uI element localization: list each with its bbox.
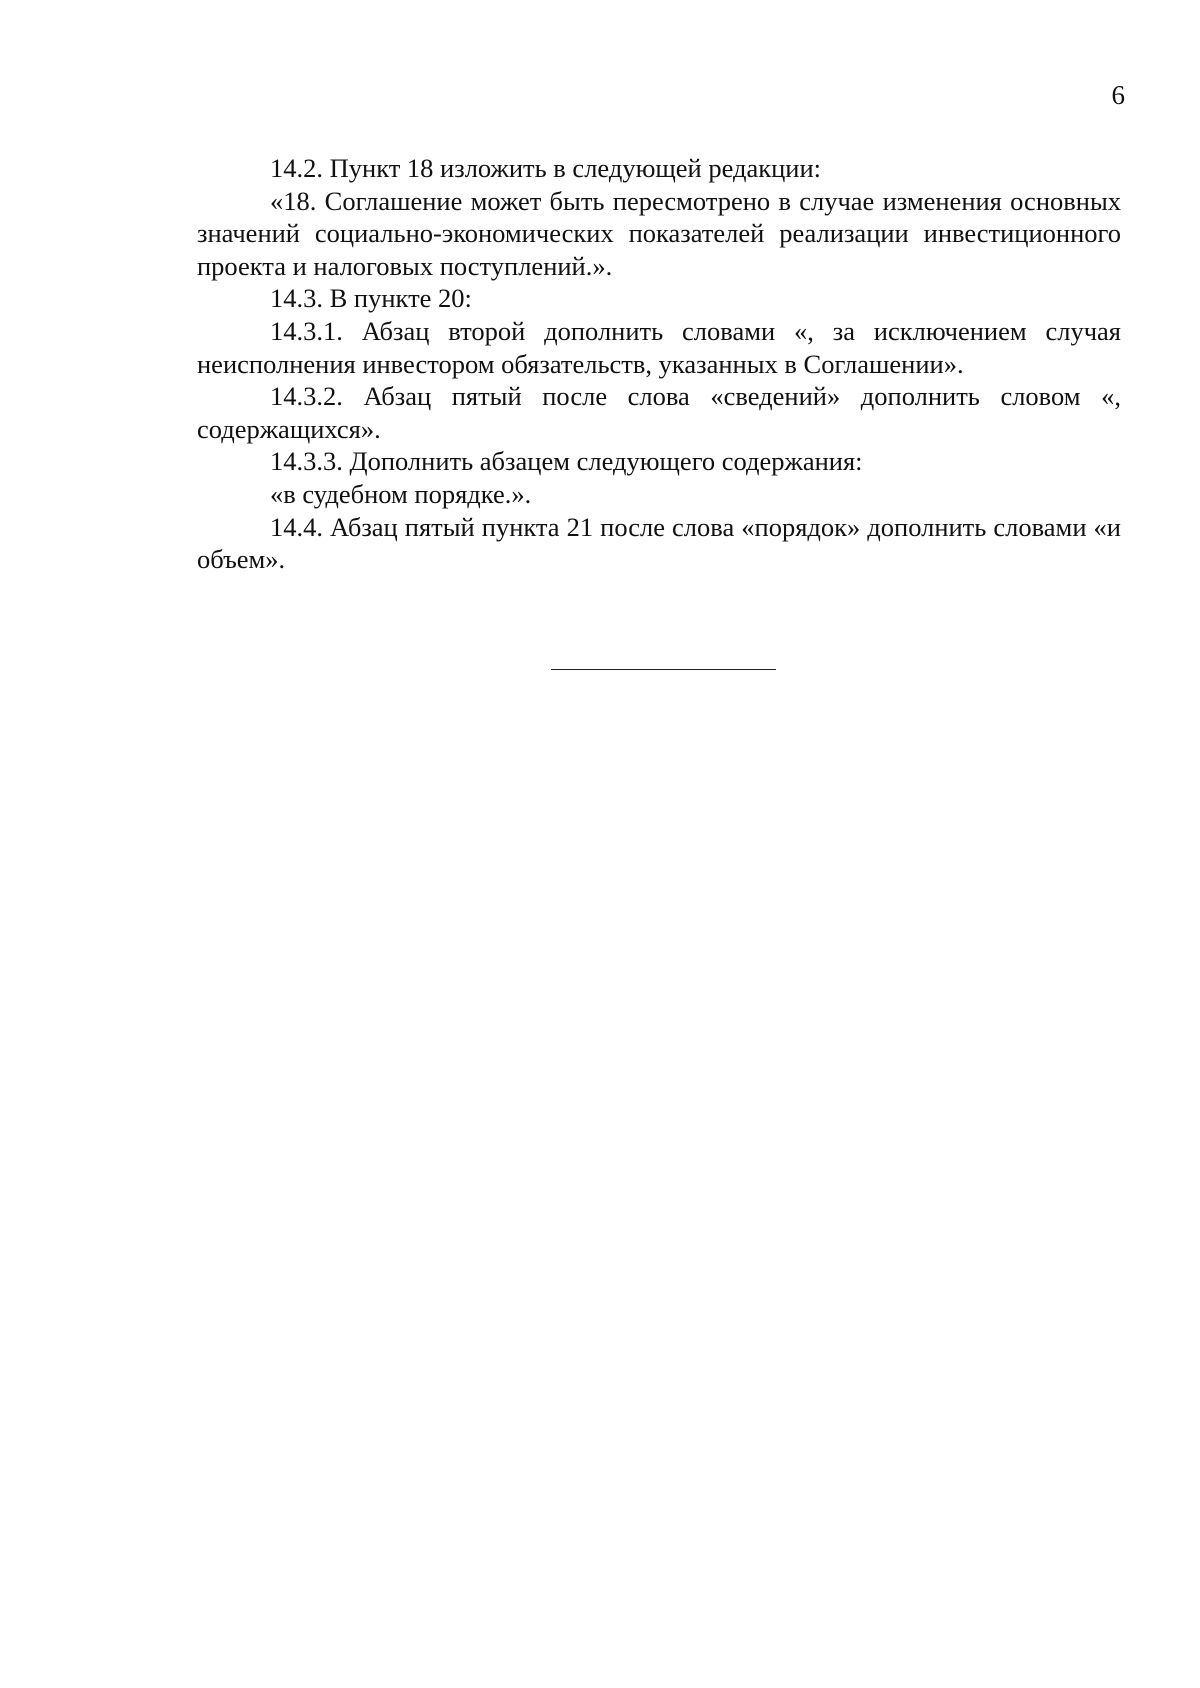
page-number: 6 xyxy=(1111,80,1125,110)
paragraph-18-text: «18. Соглашение может быть пересмотрено в случае изменения основных значений социально-экономических показателей реализации инвестиционного проекта и налоговых поступлений.». xyxy=(197,185,1121,281)
paragraph-14-3-2: 14.3.2. Абзац пятый после слова «сведений» дополнить словом «, содержащихся». xyxy=(197,381,1121,444)
paragraph-new-abzac: «в судебном порядке.». xyxy=(270,478,532,509)
paragraph-14-3-3: 14.3.3. Дополнить абзацем следующего содержания: xyxy=(270,446,863,477)
end-divider xyxy=(551,669,776,670)
paragraph-14-3: 14.3. В пункте 20: xyxy=(270,283,472,314)
paragraph-14-4: 14.4. Абзац пятый пункта 21 после слова «порядок» дополнить словами «и объем». xyxy=(197,511,1121,575)
paragraph-14-2: 14.2. Пункт 18 изложить в следующей редакции: xyxy=(270,153,822,183)
paragraph-14-3-1: 14.3.1. Абзац второй дополнить словами «, за исключением случая неисполнения инвестором обязательств, указанных в Соглашении». xyxy=(197,315,1121,379)
document-body xyxy=(197,152,1121,576)
